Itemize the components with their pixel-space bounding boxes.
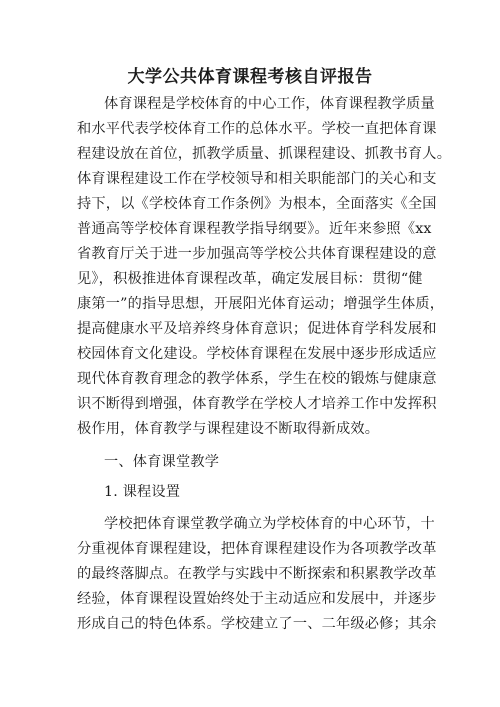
paragraph-line: 形成自己的特色体系。学校建立了一、二年级必修；其余 (77, 616, 437, 632)
paragraph-line: 体育课程建设工作在学校领导和相关职能部门的关心和支 (77, 171, 437, 187)
paragraph-line: 程建设放在首位，抓教学质量、抓课程建设、抓教书育人。 (77, 146, 452, 162)
paragraph-line: 见》，积极推进体育课程改革，确定发展目标：贯彻“健 (77, 271, 423, 287)
paragraph-line: 分重视体育课程建设，把体育课程建设作为各项教学改革 (77, 541, 437, 557)
paragraph-line: 现代体育教育理念的教学体系，学生在校的锻炼与健康意 (77, 371, 437, 387)
section-heading: 一、体育课堂教学 (104, 454, 220, 470)
paragraph-line: 的最终落脚点。在教学与实践中不断探索和积累教学改革 (77, 566, 437, 582)
document-title: 大学公共体育课程考核自评报告 (127, 67, 373, 87)
paragraph-line: 省教育厅关于进一步加强高等学校公共体育课程建设的意 (77, 246, 437, 262)
paragraph-line: 提高健康水平及培养终身体育意识；促进体育学科发展和 (77, 321, 437, 337)
paragraph-line: 学校把体育课堂教学确立为学校体育的中心环节，十 (104, 516, 435, 532)
paragraph-line: 康第一”的指导思想，开展阳光体育运动；增强学生体质， (77, 296, 445, 312)
paragraph-line: 和水平代表学校体育工作的总体水平。学校一直把体育课 (77, 121, 437, 137)
paragraph-line: 普通高等学校体育课程教学指导纲要》。近年来参照《xx (77, 221, 432, 237)
subsection-heading: 1. 课程设置 (104, 484, 181, 500)
paragraph-line: 识不断得到增强，体育教学在学校人才培养工作中发挥积 (77, 396, 437, 412)
paragraph-line: 经验，体育课程设置始终处于主动适应和发展中，并逐步 (77, 591, 437, 607)
paragraph-line: 体育课程是学校体育的中心工作，体育课程教学质量 (104, 96, 435, 112)
paragraph-line: 持下，以《学校体育工作条例》为根本，全面落实《全国 (77, 196, 437, 212)
paragraph-line: 校园体育文化建设。学校体育课程在发展中逐步形成适应 (77, 346, 437, 362)
paragraph-line: 极作用，体育教学与课程建设不断取得新成效。 (77, 421, 380, 437)
